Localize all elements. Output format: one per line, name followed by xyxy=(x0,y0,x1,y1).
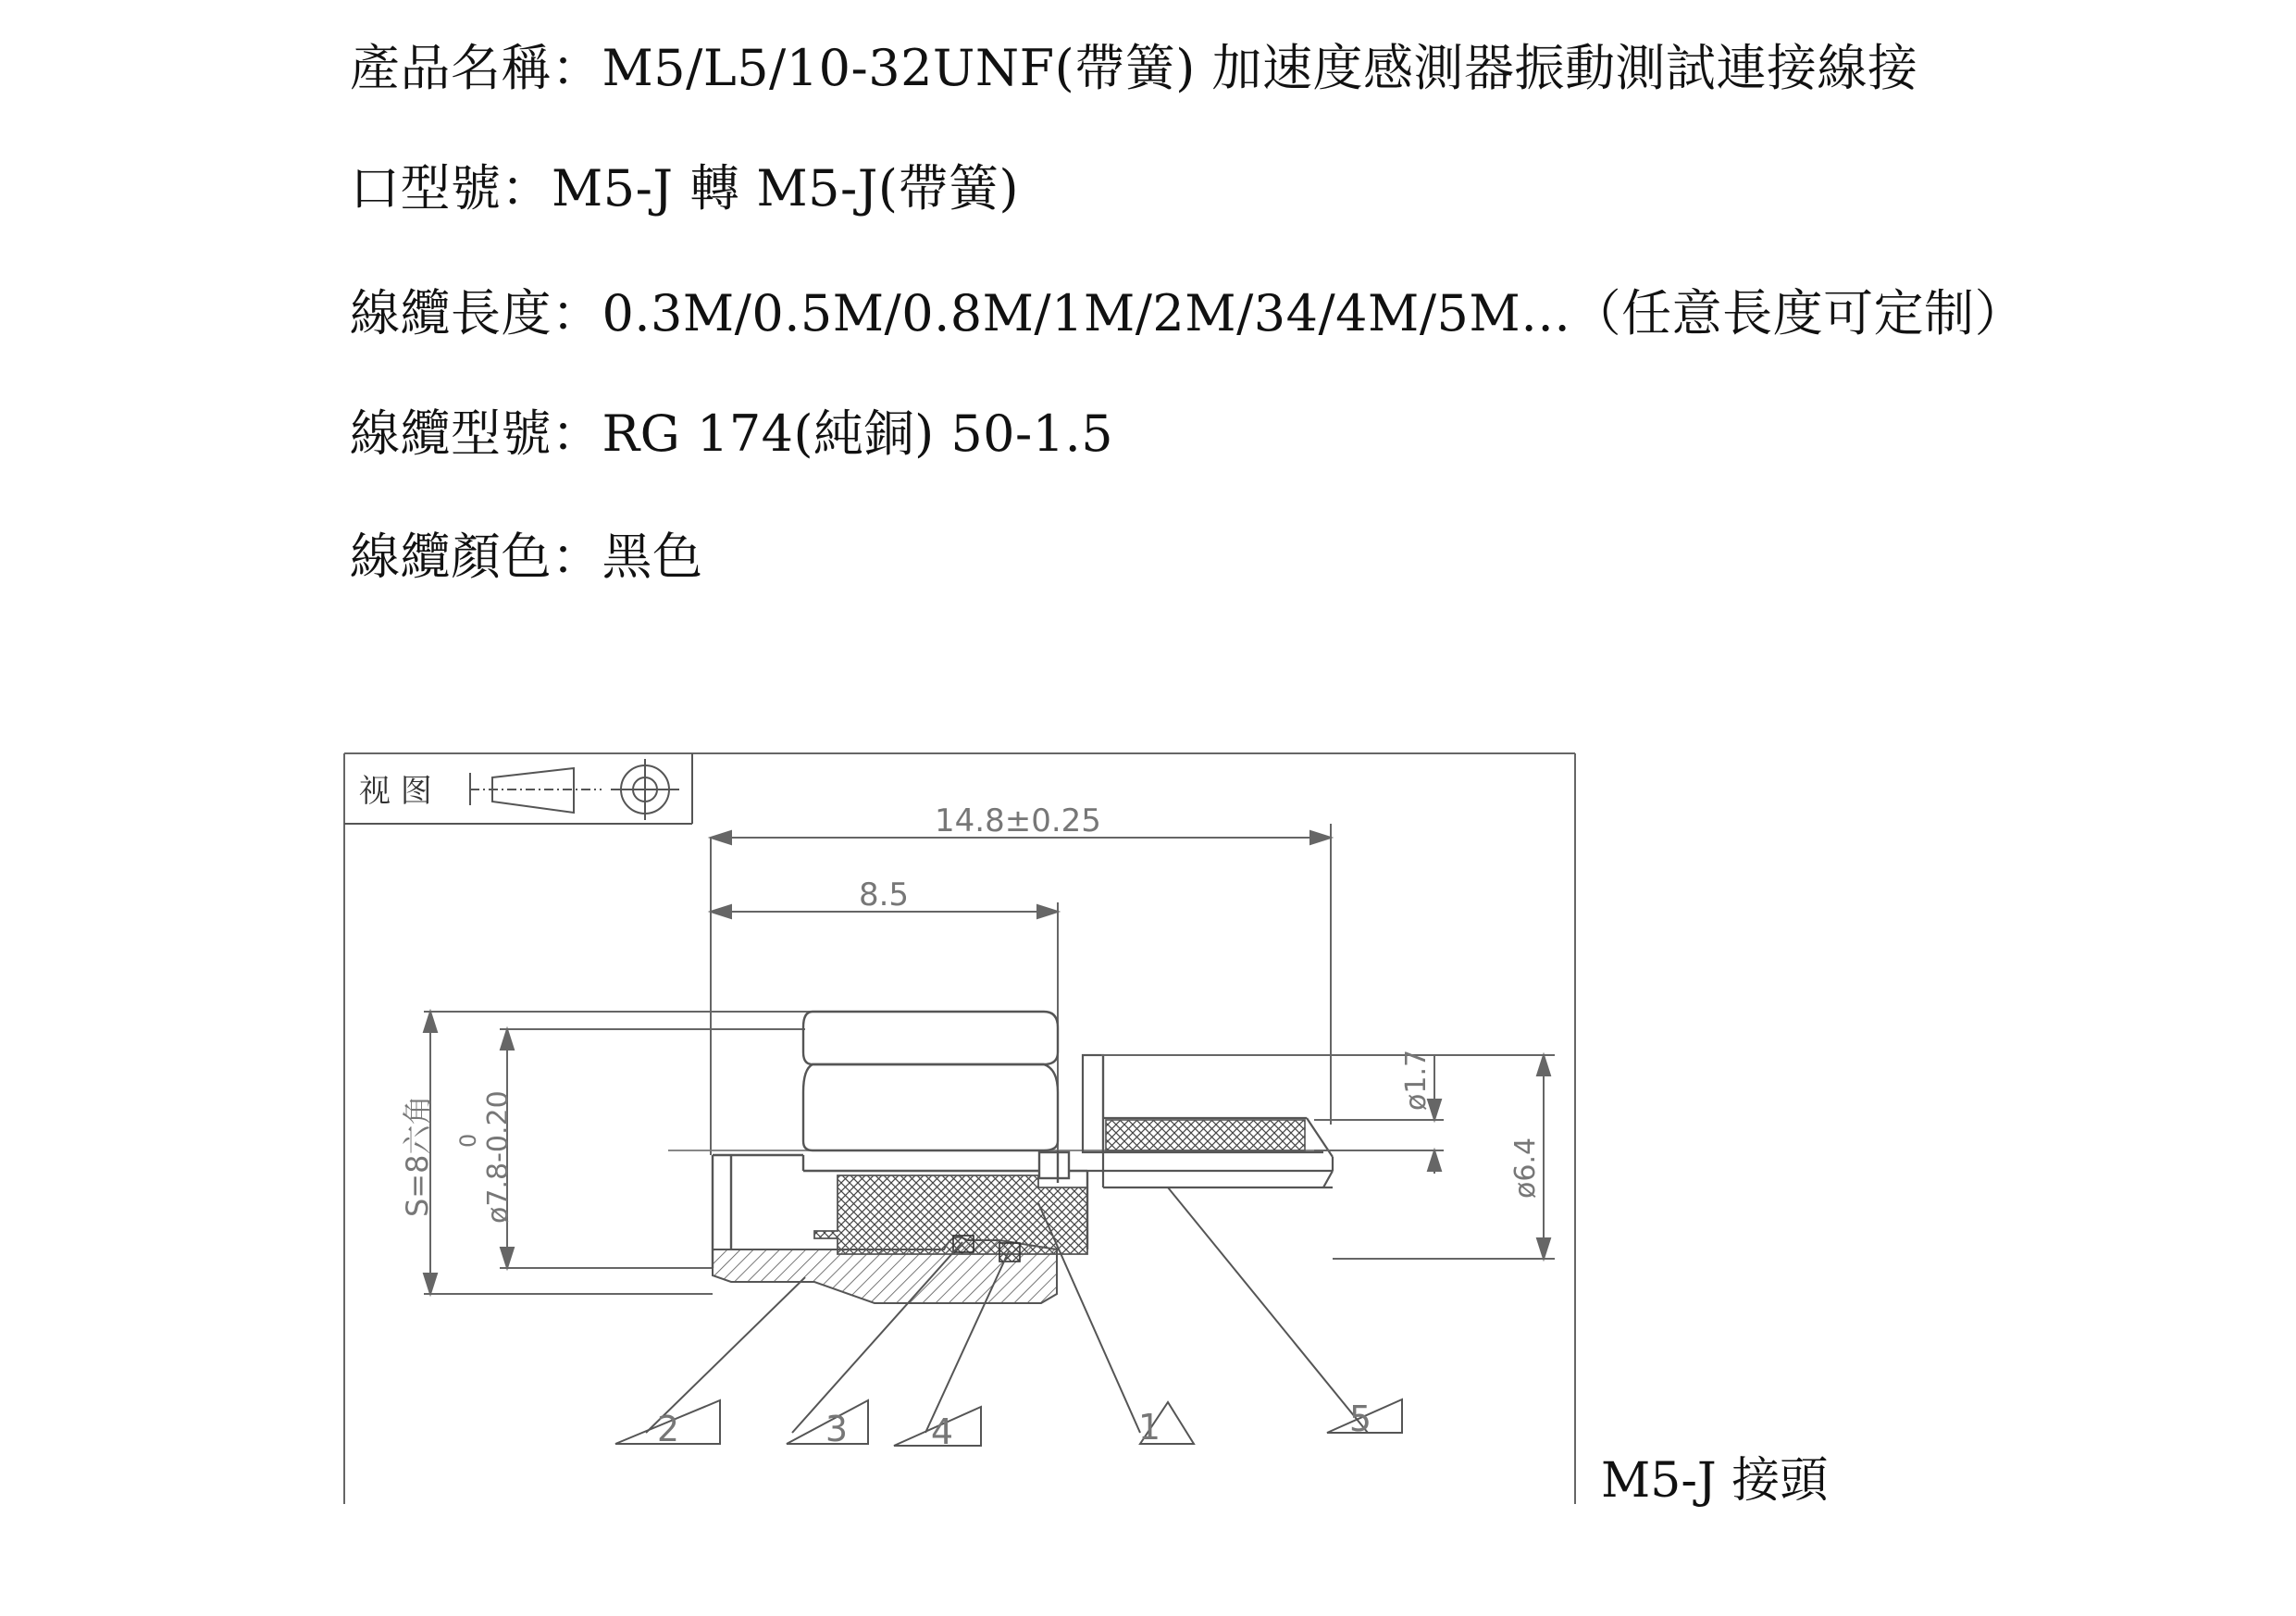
dim-d64-label: ø6.4 xyxy=(1509,1137,1542,1199)
connector-technical-drawing xyxy=(342,750,1582,1509)
dim-hex-label: S=8六角 xyxy=(400,1095,435,1217)
callout-2: 2 xyxy=(656,1409,680,1449)
dim-d17 xyxy=(1101,1055,1555,1174)
cable-color-line: 線纜顏色：黑色 xyxy=(350,528,703,586)
dim-d17-label: ø1.7 xyxy=(1400,1049,1433,1111)
product-name-line: 產品名稱：M5/L5/10-32UNF(帶簧) 加速度感測器振動測試連接線接 xyxy=(350,39,1918,97)
callout-3: 3 xyxy=(825,1409,849,1449)
drawing-caption: M5-J 接頭 xyxy=(1601,1453,1829,1509)
view-label: 视 图 xyxy=(359,773,432,810)
dim-d78-upper-tolerance: 0 xyxy=(455,1133,481,1148)
callout-4: 4 xyxy=(930,1411,954,1452)
dim-d78 xyxy=(500,1029,805,1268)
dim-85-label: 8.5 xyxy=(858,876,910,914)
model-number-line: 口型號：M5-J 轉 M5-J(帶簧) xyxy=(350,159,1020,218)
cable-length-line: 線纜長度：0.3M/0.5M/0.8M/1M/2M/34/4M/5M…（任意長度可定制） xyxy=(350,284,2026,342)
dim-total-length-label: 14.8±0.25 xyxy=(935,802,1101,839)
cable-model-line: 線纜型號：RG 174(純銅) 50-1.5 xyxy=(350,404,1114,463)
part-4-spring xyxy=(999,1243,1020,1262)
callout-1: 1 xyxy=(1137,1407,1161,1448)
hex-nut xyxy=(803,1012,1058,1183)
pin-insulator xyxy=(1106,1120,1305,1150)
dim-d78-label: ø7.8-0.20 xyxy=(482,1090,515,1224)
drawing-frame xyxy=(344,753,1575,1504)
callout-5: 5 xyxy=(1348,1398,1372,1439)
